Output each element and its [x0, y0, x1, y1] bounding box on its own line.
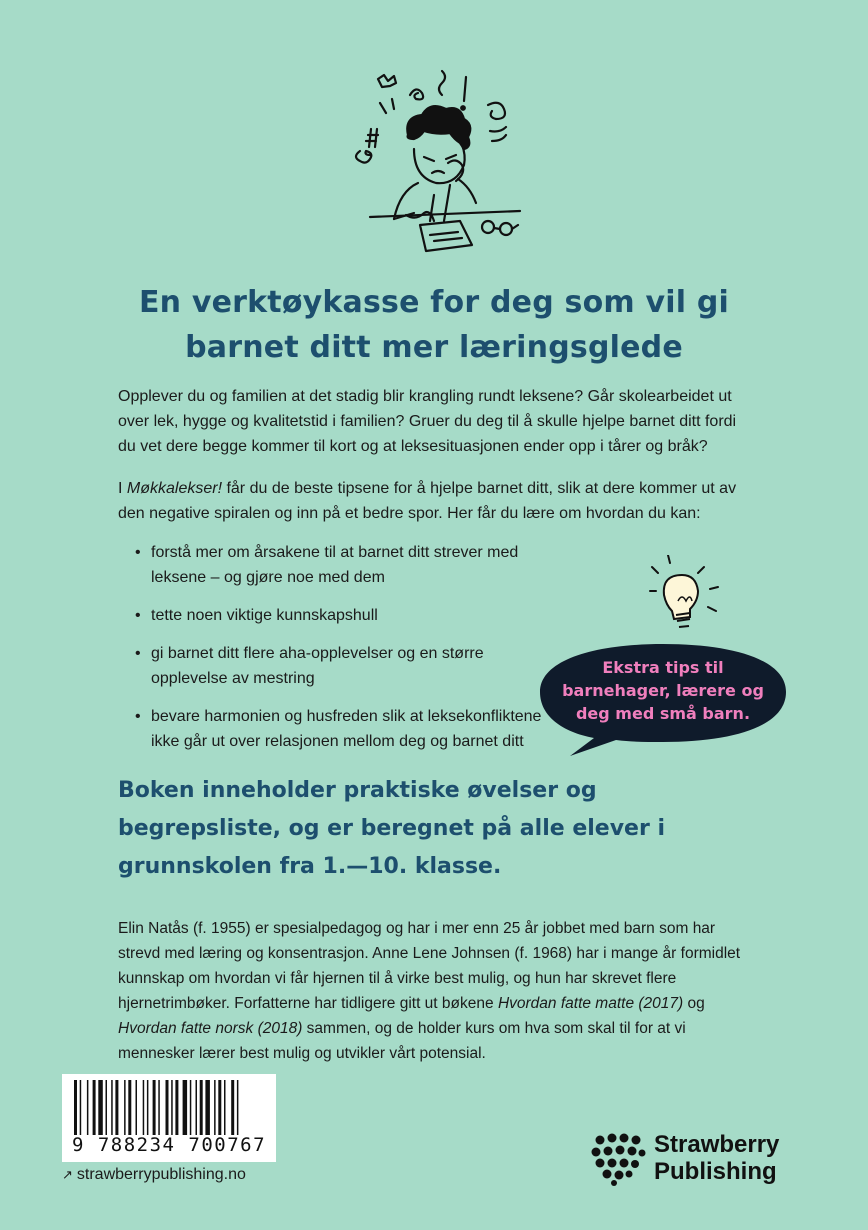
headline-line-2: barnet ditt mer læringsglede — [185, 330, 683, 365]
intro-paragraph: Opplever du og familien at det stadig blir krangling rundt leksene? Går skolearbeidet ut over lek, hygge og kvalitetstid i familien? Gruer du deg til å skulle hjelpe barnet ditt fordi du vet dere begge kommer til kort og at leksesituasjonen ender opp i tårer og bråk? — [118, 388, 737, 455]
book-paragraph-prefix: I — [118, 480, 127, 497]
website-url: strawberrypublishing.no — [76, 1166, 246, 1183]
list-item: • gi barnet ditt flere aha-opplevelser og en større opplevelse av mestring — [135, 641, 555, 691]
publisher-line-1: Strawberry — [654, 1131, 780, 1158]
light-bulb-icon — [648, 555, 722, 635]
bio-part-1: Elin Natås (f. 1955) er spesialpedagog og har i mer enn 25 år jobbet med barn som har strevd med læring og konsentrasjon. Anne Lene Johnsen (f. 1968) har i mange år formidlet kunnskap om hvordan vi får hjernen til å virke best mulig, og hun har skrevet flere hjernetrimbøker. Forfatterne har tidligere gitt ut bøkene — [118, 920, 741, 1012]
publisher-line-2: Publishing — [654, 1158, 777, 1185]
publisher-name — [654, 1131, 779, 1185]
list-item: • bevare harmonien og husfreden slik at leksekonfliktene ikke går ut over relasjonen mellom deg og barnet ditt — [135, 704, 555, 754]
bio-mid: og — [683, 995, 705, 1012]
frustrated-child-illustration — [350, 65, 530, 255]
bubble-line-3: deg med små barn. — [575, 704, 751, 723]
bubble-line-1: Ekstra tips til — [602, 658, 724, 677]
strawberry-dots-icon — [590, 1130, 646, 1186]
list-item: • tette noen viktige kunnskapshull — [135, 603, 555, 628]
headline-line-1: En verktøykasse for deg som vil gi — [138, 285, 730, 320]
bubble-line-2: barnehager, lærere og — [562, 681, 764, 700]
bio-book-1: Hvordan fatte matte (2017) — [497, 995, 684, 1012]
isbn-number: 9 788234 700767 — [71, 1134, 267, 1156]
website-link[interactable] — [62, 1166, 246, 1184]
bubble-text — [534, 656, 792, 725]
barcode — [72, 1080, 268, 1135]
main-headline — [40, 280, 828, 370]
benefit-list — [135, 540, 555, 767]
book-title: Møkkalekser! — [126, 480, 223, 497]
bio-book-2: Hvordan fatte norsk (2018) — [118, 1020, 303, 1037]
author-bio — [118, 916, 758, 1066]
sub-headline: Boken inneholder praktiske øvelser og begrepsliste, og er beregnet på alle elever i grunnskolen fra 1.—10. klasse. — [118, 778, 666, 879]
bio-part-2: sammen, og de holder kurs om hva som skal til for at vi mennesker lærer best mulig og utvikler vårt potensial. — [118, 1020, 686, 1062]
book-paragraph-rest: får du de beste tipsene for å hjelpe barnet ditt, slik at dere kommer ut av den negative spiralen og inn på et bedre spor. Her får du lære om hvordan du kan: — [118, 480, 737, 522]
list-item: • forstå mer om årsakene til at barnet ditt strever med leksene – og gjøre noe med dem — [135, 540, 555, 590]
arrow-up-right-icon: ↗ — [62, 1167, 73, 1182]
book-paragraph — [118, 476, 738, 526]
